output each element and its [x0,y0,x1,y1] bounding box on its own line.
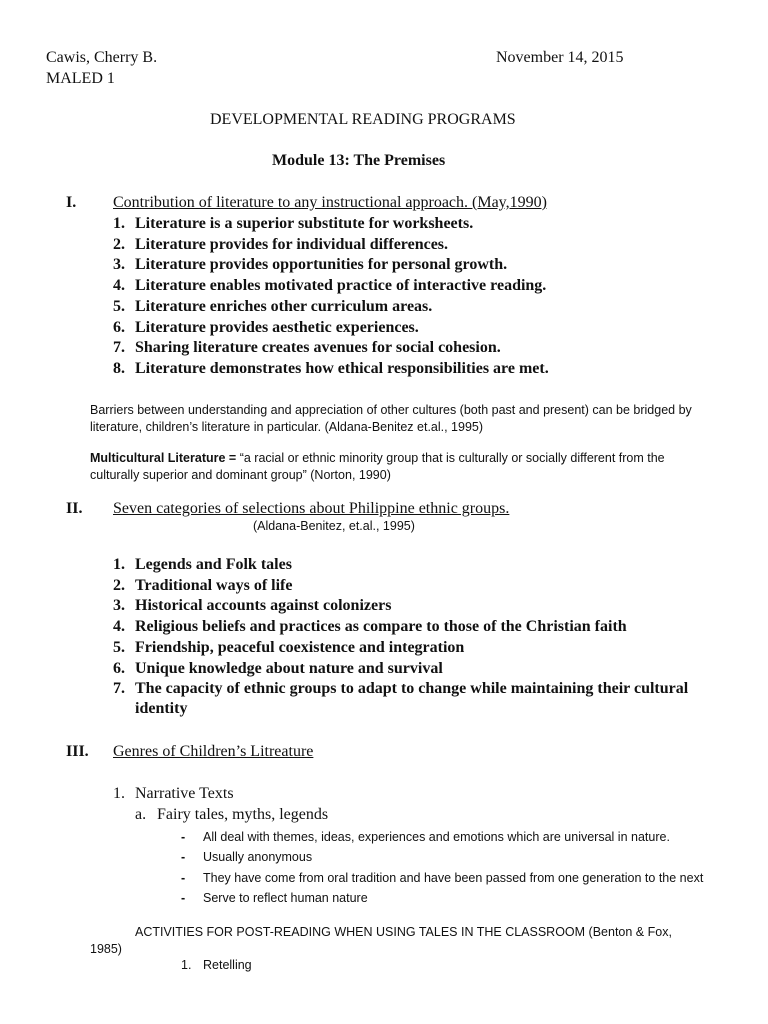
activity-item [181,958,252,972]
narrative-texts-item [113,785,234,803]
bullet-dash: - [181,830,186,844]
list-item-text: The capacity of ethnic groups to adapt to change while maintaining their cultural [135,680,689,698]
course-code: MALED 1 [46,70,115,87]
multicultural-term: Multicultural Literature [90,451,226,465]
list-item-number: 2. [113,235,125,253]
list-item [113,596,688,617]
list-item-text: Friendship, peaceful coexistence and integration [135,638,465,656]
list-item [113,638,688,659]
document-title: DEVELOPMENTAL READING PROGRAMS [210,111,516,128]
multicultural-line-1: “a racial or ethnic minority group that is culturally or socially different from the [239,451,665,465]
fairy-tales-bullets [181,827,703,909]
bullet-dash: - [181,870,186,885]
section-3-numeral: III. [66,743,89,760]
barriers-paragraph [90,402,700,436]
list-item-number: 4. [113,618,125,636]
narrative-texts-number: 1. [113,785,125,802]
activity-number: 1. [181,958,192,972]
section-1-list [113,214,549,380]
list-item-number: 7. [113,680,125,698]
list-item-text: Literature demonstrates how ethical responsibilities are met. [135,359,549,377]
list-item [113,214,549,235]
narrative-texts-label: Narrative Texts [135,785,234,802]
section-2-heading: Seven categories of selections about Philippine ethnic groups. [113,500,510,517]
list-item-number: 1. [113,215,125,232]
activity-text: Retelling [203,958,252,972]
list-item-number: 3. [113,256,125,274]
bullet-item [181,868,703,888]
bullet-item [181,888,703,908]
author-name: Cawis, Cherry B. [46,49,158,66]
list-item-text: Literature is a superior substitute for worksheets. [135,215,474,232]
activities-heading-line-1: ACTIVITIES FOR POST-READING WHEN USING TALES IN THE CLASSROOM (Benton & Fox, [135,925,672,939]
multicultural-line-2: culturally superior and dominant group” (Norton, 1990) [90,468,391,482]
list-item-text: Literature enriches other curriculum areas. [135,297,433,315]
fairy-tales-item [135,806,328,824]
bullet-text: All deal with themes, ideas, experiences and emotions which are universal in nature. [203,830,670,844]
list-item [113,276,549,297]
list-item-number: 3. [113,597,125,615]
list-item-number: 5. [113,297,125,315]
bullet-dash: - [181,850,186,865]
bullet-text: They have come from oral tradition and have been passed from one generation to the next [203,870,704,885]
bullet-item [181,847,703,867]
bullet-dash: - [181,891,186,906]
section-1-heading: Contribution of literature to any instructional approach. (May,1990) [113,194,547,211]
list-item-text: Literature provides for individual differences. [135,235,449,253]
list-item [113,255,549,276]
list-item-text: Unique knowledge about nature and survival [135,659,443,677]
list-item [113,235,549,256]
bullet-text: Usually anonymous [203,850,313,865]
barriers-line-2: literature, children’s literature in particular. (Aldana-Benitez et.al., 1995) [90,420,484,434]
list-item-number: 6. [113,318,125,336]
activities-list [181,958,252,972]
bullet-text: Serve to reflect human nature [203,891,368,906]
list-item-text: Literature enables motivated practice of interactive reading. [135,277,547,295]
list-item-text: Literature provides aesthetic experiences. [135,318,419,336]
list-item-number: 1. [113,556,125,573]
section-3-heading: Genres of Children’s Litreature [113,743,314,760]
list-item-text: Historical accounts against colonizers [135,597,392,615]
section-2-list [113,555,688,700]
list-item [113,576,688,597]
list-item-text: Religious beliefs and practices as compare to those of the Christian faith [135,618,627,636]
list-item-number: 8. [113,359,125,377]
list-item-number: 5. [113,638,125,656]
list-item-text: Legends and Folk tales [135,556,292,573]
activities-heading-line-2: 1985) [90,942,122,956]
list-item [113,617,688,638]
section-2-item-7-continuation: identity [135,700,188,717]
list-item-text: Literature provides opportunities for personal growth. [135,256,508,274]
module-title: Module 13: The Premises [272,152,446,169]
list-item-number: 6. [113,659,125,677]
list-item [113,318,549,339]
list-item [113,659,688,680]
fairy-tales-letter: a. [135,806,147,823]
list-item-number: 4. [113,277,125,295]
barriers-line-1: Barriers between understanding and appreciation of other cultures (both past and present) can be bridged by [90,403,692,417]
document-date: November 14, 2015 [496,49,624,66]
list-item [113,555,688,576]
section-2-citation: (Aldana-Benitez, et.al., 1995) [253,519,415,533]
list-item [113,338,549,359]
list-item-number: 2. [113,576,125,594]
bullet-item [181,827,703,847]
section-1-numeral: I. [66,194,77,211]
list-item [113,297,549,318]
list-item-text: Sharing literature creates avenues for social cohesion. [135,339,501,357]
multicultural-equals: = [225,451,240,465]
multicultural-definition [90,450,700,484]
list-item-text: Traditional ways of life [135,576,293,594]
list-item [113,359,549,380]
list-item-number: 7. [113,339,125,357]
list-item [113,679,688,700]
fairy-tales-label: Fairy tales, myths, legends [157,806,329,823]
section-2-numeral: II. [66,500,83,517]
